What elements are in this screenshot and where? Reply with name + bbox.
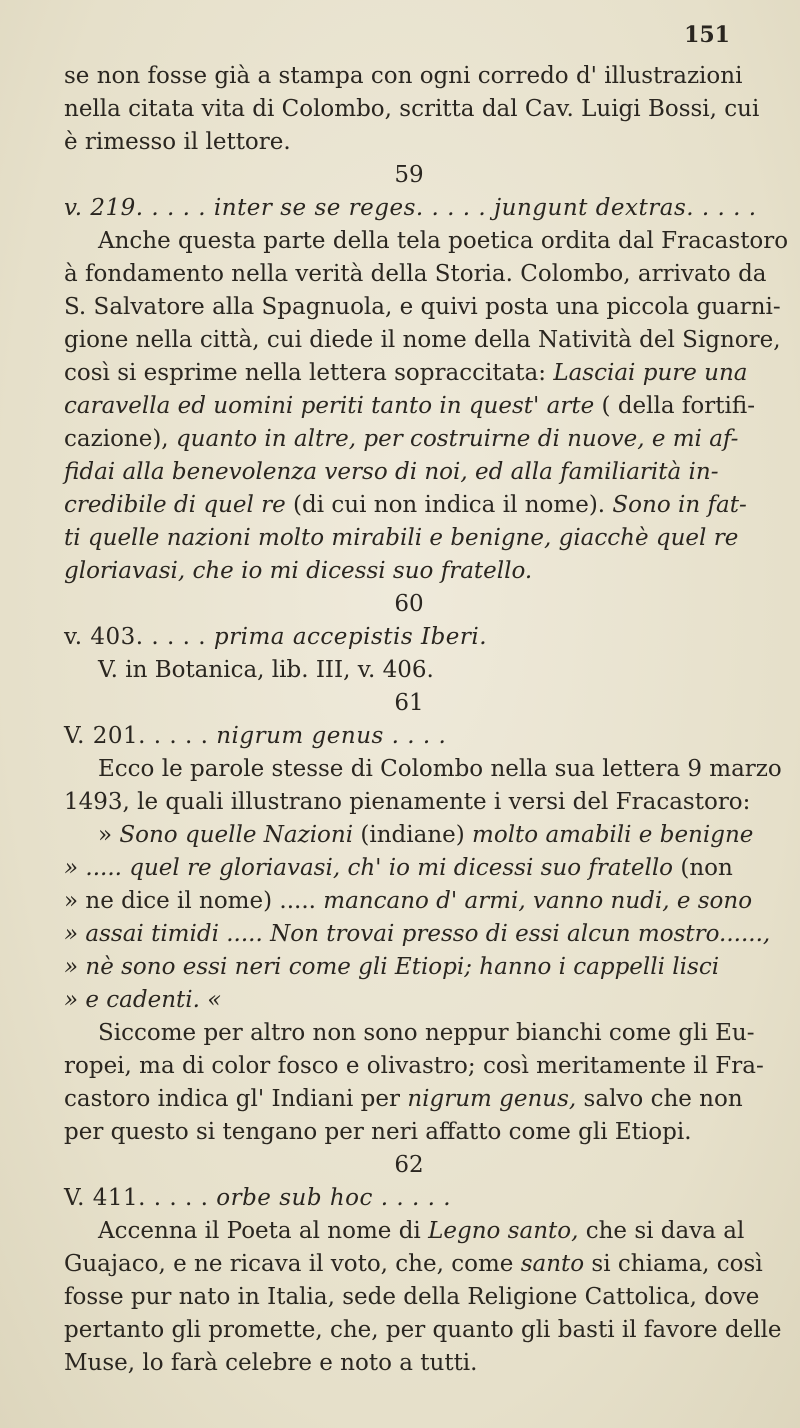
italic-text: mancano d' armi, vanno nudi, e sono [323,888,753,914]
italic-text: credibile di quel re [64,492,294,518]
line-text: nella citata vita di Colombo, scritta dal Cav. Luigi Bossi, cui [64,96,760,122]
verse-ref [64,1182,754,1215]
quote-line [64,984,754,1017]
text-line [64,93,760,126]
text-line [64,753,782,786]
quote-line [64,951,754,984]
line-text: V. 411. . . . . [64,1185,217,1211]
line-text: » ne dice il nome) ..... [64,888,324,914]
quote-line [64,885,754,918]
text-line [64,786,754,819]
line-text: salvo che non [583,1086,743,1112]
quote-line [64,819,754,852]
line-text: pertanto gli promette, che, per quanto gli basti il favore delle [64,1317,782,1343]
text-line [64,258,767,291]
line-text: che si dava al [585,1218,745,1244]
line-text: (indiane) [360,822,473,848]
text-line [64,456,754,489]
line-text: v. 403. . . . . [64,624,214,650]
quote-line [64,918,771,951]
italic-text: Legno santo, [428,1218,586,1244]
line-text: à fondamento nella verità della Storia. Colombo, arrivato da [64,261,767,287]
note-number [64,687,754,720]
line-text: fosse pur nato in Italia, sede della Religione Cattolica, dove [64,1284,760,1310]
line-text: Accenna il Poeta al nome di [98,1218,429,1244]
italic-text: » nè sono essi neri come gli Etiopi; hanno i cappelli lisci [64,954,720,980]
text-line [64,1314,782,1347]
text-line [64,555,754,588]
page-text [64,60,789,1380]
text-line [64,291,781,324]
note-number-text: 61 [394,690,424,716]
italic-text: Sono in fat- [612,492,747,518]
line-text: castoro indica gl' Indiani per [64,1086,408,1112]
italic-text: gloriavasi, che io mi dicessi suo fratello. [64,558,533,584]
text-line [64,1248,763,1281]
page-number: 151 [684,22,730,48]
note-number [64,159,754,192]
note-number-text: 59 [394,162,424,188]
line-text: se non fosse già a stampa con ogni corredo d' illustrazioni [64,63,743,89]
text-line [64,654,754,687]
line-text: V. 201. . . . . [64,723,217,749]
italic-text: fidai alla benevolenza verso di noi, ed alla familiarità in- [64,459,719,485]
line-text: Ecco le parole stesse di Colombo nella sua lettera 9 marzo [98,756,782,782]
text-line [64,489,754,522]
line-text: v. 219. . . . . inter se se reges. . . . . jungunt dextras. . . . . [64,195,757,221]
italic-text: orbe sub hoc . . . . . [216,1185,452,1211]
italic-text: nigrum genus . . . . [216,723,447,749]
italic-text: prima accepistis Iberi. [213,624,488,650]
text-line [64,357,754,390]
line-text: V. in Botanica, lib. III, v. 406. [98,657,434,683]
italic-text: » assai timidi ..... Non trovai presso di essi alcun mostro......, [64,921,771,947]
text-line [64,1215,754,1248]
italic-text: Sono quelle Nazioni [119,822,361,848]
verse-ref [64,621,754,654]
line-text: è rimesso il lettore. [64,129,291,155]
note-number [64,1149,754,1182]
note-number [64,588,754,621]
note-number-text: 62 [394,1152,424,1178]
line-text: ropei, ma di color fosco e olivastro; così meritamente il Fra- [64,1053,764,1079]
italic-text: Lasciai pure una [553,360,748,386]
text-line [64,126,754,159]
text-line [64,1050,764,1083]
italic-text: molto amabili e benigne [472,822,754,848]
italic-text: quanto in altre, per costruirne di nuove, e mi af- [175,426,739,452]
verse-ref [64,720,754,753]
line-text: » [98,822,120,848]
italic-text: nigrum genus, [407,1086,584,1112]
line-text: Muse, lo farà celebre e noto a tutti. [64,1350,478,1376]
verse-ref [64,192,757,225]
line-text: gione nella città, cui diede il nome della Natività del Signore, [64,327,781,353]
italic-text: » ..... quel re gloriavasi, ch' io mi dicessi suo fratello [64,855,681,881]
line-text: Siccome per altro non sono neppur bianchi come gli Eu- [98,1020,755,1046]
line-text: così si esprime nella lettera sopraccitata: [64,360,554,386]
text-line [64,423,754,456]
text-line [64,60,754,93]
italic-text: santo [520,1251,592,1277]
line-text: 1493, le quali illustrano pienamente i versi del Fracastoro: [64,789,751,815]
text-line [64,225,789,258]
text-line [64,1281,760,1314]
text-line [64,1116,754,1149]
line-text: si chiama, così [591,1251,763,1277]
line-text: Anche questa parte della tela poetica ordita dal Fracastoro [98,228,789,254]
line-text: cazione), [64,426,176,452]
text-line [64,1017,754,1050]
italic-text: caravella ed uomini periti tanto in quest' arte [64,393,602,419]
italic-text: » e cadenti. « [64,987,222,1013]
text-line [64,324,781,357]
line-text: S. Salvatore alla Spagnuola, e quivi posta una piccola guarni- [64,294,781,320]
text-line [64,390,754,423]
text-line [64,1083,754,1116]
text-line [64,522,754,555]
line-text: ( della fortifi- [601,393,755,419]
italic-text: ti quelle nazioni molto mirabili e benigne, giacchè quel re [64,525,739,551]
line-text: per questo si tengano per neri affatto come gli Etiopi. [64,1119,692,1145]
note-number-text: 60 [394,591,424,617]
quote-line [64,852,754,885]
line-text: (non [680,855,733,881]
line-text: Guajaco, e ne ricava il voto, che, come [64,1251,521,1277]
line-text: (di cui non indica il nome). [293,492,613,518]
text-line [64,1347,754,1380]
